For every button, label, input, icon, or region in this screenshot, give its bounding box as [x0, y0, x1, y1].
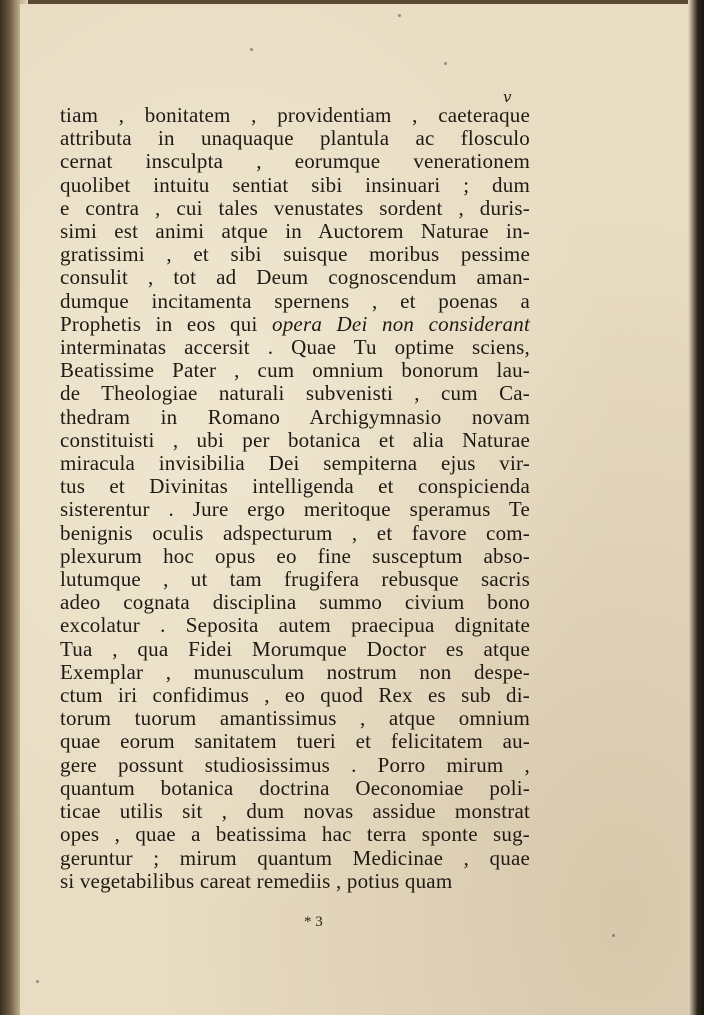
text-line: e contra , cui tales venustates sordent , duris- [60, 195, 530, 220]
text-line: cernat insculpta , eorumque venerationem [60, 149, 530, 174]
text-line: dumque incitamenta spernens , et poenas a [60, 288, 530, 313]
text-line-with-italic [60, 313, 530, 336]
paper-speck [398, 14, 401, 17]
text-line: thedram in Romano Archigymnasio novam [60, 404, 530, 429]
paper-speck [612, 934, 615, 937]
text-line: tus et Divinitas intelligenda et conspicienda [60, 474, 530, 499]
text-line: tiam , bonitatem , providentiam , caeteraque [60, 103, 530, 127]
text-line: sisterentur . Jure ergo meritoque speramus Te [60, 497, 530, 522]
text-line: torum tuorum amantissimus , atque omnium [60, 706, 530, 731]
text-line: excolatur . Seposita autem praecipua dignitate [60, 613, 530, 638]
text-line: si vegetabilibus careat remediis , potius quam [60, 868, 453, 893]
text-line: simi est animi atque in Auctorem Naturae in- [60, 219, 530, 244]
text-line: gere possunt studiosissimus . Porro mirum , [60, 752, 530, 777]
text-line: attributa in unaquaque plantula ac flosculo [60, 126, 530, 151]
paper-speck [36, 980, 39, 983]
page-edge-shadow [688, 0, 704, 1015]
text-line: adeo cognata disciplina summo civium bono [60, 590, 530, 615]
text-line: Exemplar , munusculum nostrum non despe- [60, 659, 530, 684]
text-line: quantum botanica doctrina Oeconomiae poli- [60, 775, 530, 800]
text-line: gratissimi , et sibi suisque moribus pessime [60, 242, 530, 267]
text-line: Tua , qua Fidei Morumque Doctor es atque [60, 636, 530, 661]
italic-phrase: opera Dei non considerant [272, 311, 530, 336]
text-line: opes , quae a beatissima hac terra sponte sug- [60, 822, 530, 847]
body-text [60, 104, 530, 893]
text-line: de Theologiae naturali subvenisti , cum Ca- [60, 381, 530, 406]
text-segment: Prophetis in eos qui [60, 311, 273, 336]
text-line: ticae utilis sit , dum novas assidue monstrat [60, 799, 530, 824]
paper-speck [250, 48, 253, 51]
text-line: plexurum hoc opus eo fine susceptum abso- [60, 543, 530, 568]
text-line: constituisti , ubi per botanica et alia Naturae [60, 427, 530, 452]
text-line: Beatissime Pater , cum omnium bonorum lau- [60, 358, 530, 383]
text-line: interminatas accersit . Quae Tu optime sciens, [60, 335, 530, 360]
text-line: benignis oculis adspecturum , et favore com- [60, 520, 530, 545]
text-line: ctum iri confidimus , eo quod Rex es sub di- [60, 683, 530, 708]
text-line: quae eorum sanitatem tueri et felicitatem au- [60, 729, 530, 754]
page-number: v [503, 88, 512, 106]
text-line: geruntur ; mirum quantum Medicinae , quae [60, 845, 530, 870]
text-line: quolibet intuitu sentiat sibi insinuari ; dum [60, 172, 530, 197]
text-line: consulit , tot ad Deum cognoscendum aman- [60, 265, 530, 290]
paper-speck [444, 62, 447, 65]
text-line: lutumque , ut tam frugifera rebusque sacris [60, 567, 530, 592]
text-line: miracula invisibilia Dei sempiterna ejus vir- [60, 451, 530, 476]
signature-mark: * 3 [304, 914, 323, 930]
